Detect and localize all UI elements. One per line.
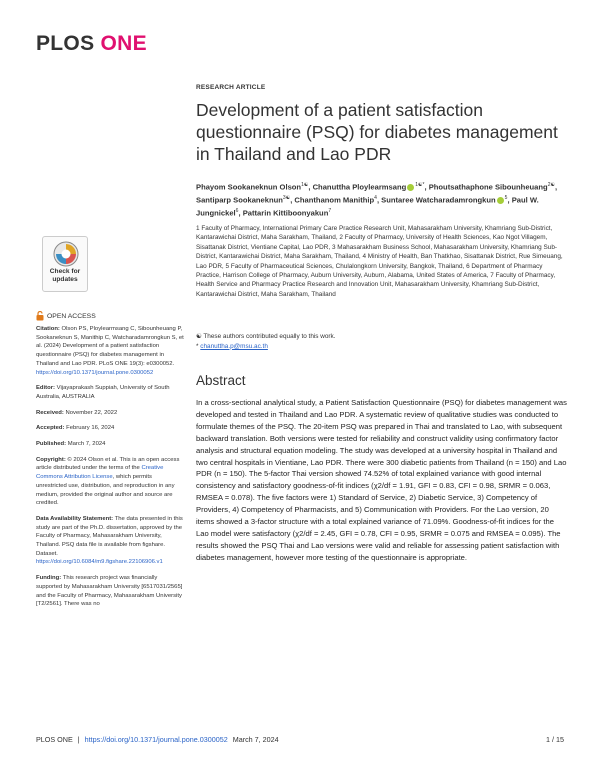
footer-date: March 7, 2024 [232,735,279,744]
editor-label: Editor: [36,385,55,392]
affiliation: 1 Faculty of Pharmacy, International Primary Care Practice Research Unit, Mahasarakham University, Khamriang Sub-District, Kantarawichai District, Maha Sarakham, Thailand, [196,225,553,242]
affiliation: 3 Mahasarakham Business School, Mahasarakham University, Khamriang Sub-District, Kantarawichai District, Maha Sarakham, Thailand, [196,243,558,261]
author-affiliation: 1☯* [415,182,425,188]
data-availability-label: Data Availability Statement: [36,515,114,522]
open-access-label: OPEN ACCESS [47,312,96,320]
published-label: Published: [36,441,67,448]
journal-logo[interactable] [36,32,147,56]
copyright-block [36,456,184,508]
accepted-date: February 16, 2024 [66,425,115,432]
crossmark-icon [53,241,79,267]
affiliation: 6 Department of Pharmacy Practice, Harrison College of Pharmacy, Auburn University, Auburn, Alabama, United States of America, [196,262,543,280]
published-block [36,440,184,449]
footer-separator: | [77,735,80,744]
author-name[interactable]: Pattarin Kittiboonyakun [242,208,329,218]
page-footer [36,735,564,744]
funding-label: Funding: [36,575,62,582]
received-block [36,409,184,418]
author-affiliation: 7 [328,208,332,215]
check-for-updates-button[interactable] [42,236,88,292]
author-affiliation: 3☯ [282,195,291,202]
article-type: RESEARCH ARTICLE [196,84,266,91]
corresponding-star: * [196,342,199,350]
author-affiliation: 1☯ [301,182,309,188]
affiliations [196,224,566,299]
license-link[interactable]: Creative Commons Attribution License [36,465,164,481]
accepted-label: Accepted: [36,425,65,432]
check-for-updates-label: Check for updates [49,268,81,283]
logo-one: ONE [100,32,147,55]
author-affiliation: 5 [504,195,508,202]
copyright-text: © 2024 Olson et al. This is an open access article distributed under the terms of the [36,456,180,472]
author-notes [196,332,566,351]
published-date: March 7, 2024 [67,441,106,448]
accepted-block [36,424,184,433]
author-affiliation: 4 [374,195,377,202]
funding-text: This research project was financially supported by Mahasarakham University [6517031/2565] and the Faculty of Pharmacy, Mahasarakham University [T2/2561]. There was no [36,575,183,608]
citation-block [36,325,184,377]
copyright-label: Copyright: [36,456,66,463]
affiliation: 2 Faculty of Pharmacy, University of Health Sciences, Kao Ngot Villagem, Sisattanak District, Vientiane Capital, Lao PDR, [196,234,548,251]
author-name[interactable]: Chanuttha Ploylearmsang [312,182,407,192]
data-availability-block [36,515,184,567]
equal-contribution-note: ☯ These authors contributed equally to this work. [196,333,336,340]
footer-doi-link[interactable]: https://doi.org/10.1371/journal.pone.0300052 [84,735,228,744]
orcid-icon[interactable] [407,184,414,191]
editor-text: Vijayaprakash Suppiah, University of South Australia, AUSTRALIA [36,385,170,400]
received-date: November 22, 2022 [65,409,118,416]
abstract-heading: Abstract [196,373,246,388]
author-list: Phayom Sookaneknun Olson$^{1☯}$, Chanuttha Ploylearmsang $^{1☯*}$, Phoutsathaphone Sibounheuang$^{2☯}$, Santiparp Sookaneknun$^{3☯}$, Chanthanom Manithip$^4$, Suntaree Watcharadamrongkun $^5$, Paul W. Jungnickel$^6$, Pattarin Kittiboonyakun$^7$ [196,182,558,218]
author-name[interactable]: Suntaree Watcharadamrongkun [381,195,496,205]
open-lock-icon [36,311,44,321]
received-label: Received: [36,409,64,416]
data-availability-text: The data presented in this study are part of the Ph.D. dissertation, approved by the Faculty of Pharmacy, Mahasarakham University, Thailand. PSQ data file is available from figshare. Dataset. [36,515,183,557]
citation-text: Olson PS, Ploylearmsang C, Sibounheuang P, Sookaneknun S, Manithip C, Watcharadamrongkun S, et al. (2024) Development of a patient satisfaction questionnaire (PSQ) for diabetes management in Thailand and Lao PDR. PLoS ONE 19(3): e0300052. [36,326,184,367]
logo-plos: PLOS [36,32,95,55]
article-title: Development of a patient satisfaction questionnaire (PSQ) for diabetes management in Thailand and Lao PDR [196,100,558,164]
author-name[interactable]: Chanthanom Manithip [294,195,375,205]
editor-block [36,384,184,401]
dataset-link[interactable]: https://doi.org/10.6084/m9.figshare.22106906.v1 [36,559,163,566]
abstract-text: In a cross-sectional analytical study, a Patient Satisfaction Questionnaire (PSQ) for diabetes management was developed and tested in Thailand and Lao PDR. A systematic review of qualitative studies was conducted to formulate themes of the PSQ. The 20-item PSQ was prepared in Thai and translated to Lao, with subsequent backward translation. Both versions were tested for reliability and construct validity using confirmatory factor analysis and structural equation modeling. The study was developed at a university hospital in Thailand and two central hospitals in Vientiane, Lao PDR. There were 300 diabetic patients from Thailand (n = 150) and Lao PDR (n = 150). The 5-factor Thai version showed 74.52% of total explained variance with good internal consistency and satisfactory goodness-of-fit indices (χ2/df = 1.91, GFI = 0.83, CFI = 0.98, SRMR = 0.063, RMSEA = 0.078). The five factors were 1) Standard of Service, 2) Diabetic Service, 3) Competency of Providers, 4) Competency of Pharmacists, and 5) Communication with Providers. For the Lao version, 20 items showed a 3-factor structure with a total explained variance of 71.09%. Goodness-of-fit indices for the Lao model were satisfactory (χ2/df = 2.45, GFI = 0.78, CFI = 0.95, SRMR = 0.075 and RMSEA = 0.095). The results showed the PSQ Thai and Lao versions were valid and reliable for assessing patient satisfaction with diabetes management, however more testing of the questionnaire is appropriate. [196,398,567,562]
orcid-icon[interactable] [497,197,504,204]
author-name[interactable]: Santiparp Sookaneknun [196,195,283,205]
open-access-badge [36,311,96,321]
copyright-text-rest: , which permits unrestricted use, distribution, and reproduction in any medium, provided the original author and source are credited. [36,474,175,507]
corresponding-email-link[interactable]: chanuttha.p@msu.ac.th [200,342,268,350]
author-affiliation: 2☯ [547,182,555,188]
funding-block [36,574,184,609]
footer-journal: PLOS ONE [36,735,73,744]
citation-label: Citation: [36,326,60,332]
author-name[interactable]: Paul W. Jungnickel [196,195,539,218]
author-name[interactable]: Phayom Sookaneknun Olson [196,182,302,192]
affiliation: 7 Faculty of Pharmacy, Health Service and Pharmacy Practice Research and Innovation Unit, Mahasarakham University, Khamriang Sub-District, Kantarawichai District, Maha Sarakham, Thailand [196,272,556,298]
author-name[interactable]: Phoutsathaphone Sibounheuang [428,182,548,192]
citation-doi-link[interactable]: https://doi.org/10.1371/journal.pone.0300052 [36,369,154,376]
page-number: 1 / 15 [546,735,564,744]
affiliation: 5 Faculty of Pharmaceutical Sciences, Chulalongkorn University, Bangkok, Thailand, [225,262,467,270]
affiliation: 4 Ministry of Health, Ban Thatkhao, Sisattanak District, Rue Simeuang, Lao PDR, [196,253,563,270]
author-affiliation: 6 [235,208,239,215]
article-metadata-sidebar [36,325,184,616]
